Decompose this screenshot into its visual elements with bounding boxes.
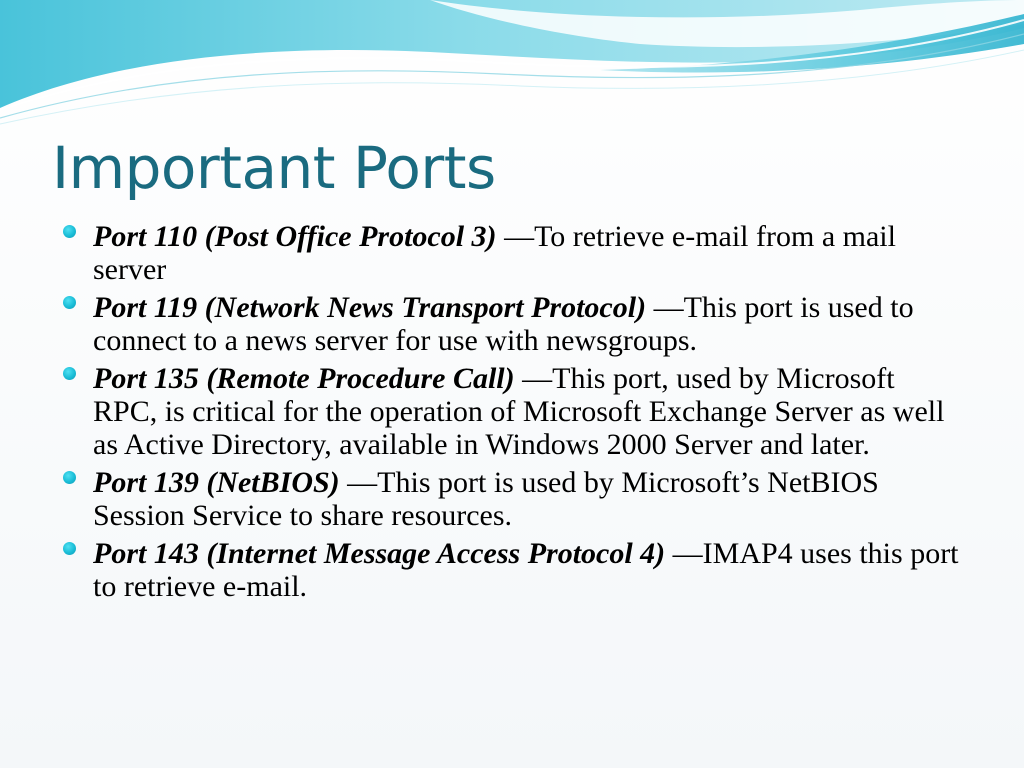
- bullet-term: Port 119 (Network News Transport Protocol): [93, 291, 647, 324]
- bullet-description: —This port is used by Microsoft’s NetBIOS Session Service to share resources.: [93, 466, 879, 532]
- bullet-item-port-135: [60, 362, 960, 461]
- bullet-dot-icon: [63, 471, 76, 484]
- slide-title: Important Ports: [52, 134, 496, 202]
- bullet-term: Port 135 (Remote Procedure Call): [93, 362, 515, 395]
- bullet-list: [60, 220, 960, 608]
- bullet-dot-icon: [63, 542, 76, 555]
- bullet-description: —IMAP4 uses this port to retrieve e-mail.: [93, 537, 959, 603]
- bullet-item-port-119: [60, 291, 960, 357]
- bullet-description: —This port is used to connect to a news server for use with newsgroups.: [93, 291, 914, 357]
- bullet-dot-icon: [63, 225, 76, 238]
- bullet-term: Port 139 (NetBIOS): [93, 466, 340, 499]
- bullet-description: —This port, used by Microsoft RPC, is critical for the operation of Microsoft Exchange Server as well as Active Directory, available in Windows 2000 Server and later.: [93, 362, 945, 461]
- bullet-description: —To retrieve e-mail from a mail server: [93, 220, 896, 286]
- bullet-term: Port 143 (Internet Message Access Protocol 4): [93, 537, 666, 570]
- bullet-term: Port 110 (Post Office Protocol 3): [93, 220, 497, 253]
- bullet-dot-icon: [63, 296, 76, 309]
- bullet-item-port-110: [60, 220, 960, 286]
- bullet-item-port-139: [60, 466, 960, 532]
- bullet-dot-icon: [63, 367, 76, 380]
- wave-header-decoration: [0, 0, 1024, 130]
- bullet-item-port-143: [60, 537, 960, 603]
